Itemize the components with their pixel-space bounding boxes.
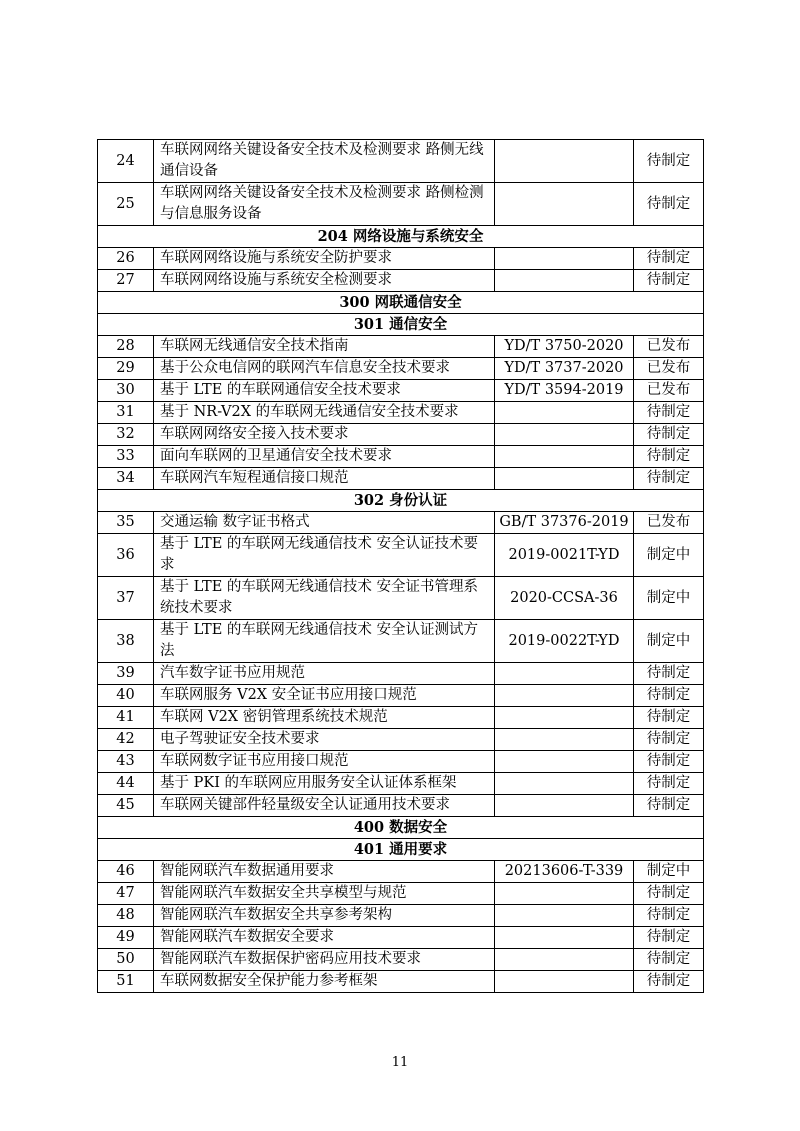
table-row xyxy=(98,663,704,685)
item-number: 30 xyxy=(98,380,154,402)
standard-status: 制定中 xyxy=(634,861,704,883)
standard-name: 电子驾驶证安全技术要求 xyxy=(154,729,495,751)
standard-status: 已发布 xyxy=(634,336,704,358)
standard-status: 待制定 xyxy=(634,949,704,971)
table-row xyxy=(98,905,704,927)
item-number: 28 xyxy=(98,336,154,358)
standard-name: 基于 LTE 的车联网通信安全技术要求 xyxy=(154,380,495,402)
standard-name: 基于 LTE 的车联网无线通信技术 安全证书管理系统技术要求 xyxy=(154,577,495,620)
standard-name: 智能网联汽车数据安全共享参考架构 xyxy=(154,905,495,927)
section-header-row xyxy=(98,292,704,314)
standard-name: 车联网网络安全接入技术要求 xyxy=(154,424,495,446)
standard-name: 车联网数据安全保护能力参考框架 xyxy=(154,971,495,993)
standard-name: 车联网网络设施与系统安全检测要求 xyxy=(154,270,495,292)
item-number: 51 xyxy=(98,971,154,993)
item-number: 25 xyxy=(98,183,154,226)
section-title: 400 数据安全 xyxy=(98,817,704,839)
standard-code: 2019-0021T-YD xyxy=(495,534,634,577)
table-row xyxy=(98,336,704,358)
standard-code: YD/T 3750-2020 xyxy=(495,336,634,358)
table-row xyxy=(98,773,704,795)
standard-status: 待制定 xyxy=(634,468,704,490)
item-number: 36 xyxy=(98,534,154,577)
standard-status: 待制定 xyxy=(634,685,704,707)
item-number: 27 xyxy=(98,270,154,292)
standard-code xyxy=(495,270,634,292)
section-header-row xyxy=(98,817,704,839)
standard-status: 待制定 xyxy=(634,729,704,751)
standard-name: 智能网联汽车数据安全共享模型与规范 xyxy=(154,883,495,905)
table-row xyxy=(98,971,704,993)
standard-status: 已发布 xyxy=(634,380,704,402)
section-title: 302 身份认证 xyxy=(98,490,704,512)
standard-status: 待制定 xyxy=(634,971,704,993)
standard-name: 车联网无线通信安全技术指南 xyxy=(154,336,495,358)
section-title: 300 网联通信安全 xyxy=(98,292,704,314)
standard-name: 交通运输 数字证书格式 xyxy=(154,512,495,534)
standard-code: 20213606-T-339 xyxy=(495,861,634,883)
standard-name: 基于 NR-V2X 的车联网无线通信安全技术要求 xyxy=(154,402,495,424)
table-row xyxy=(98,534,704,577)
item-number: 45 xyxy=(98,795,154,817)
item-number: 31 xyxy=(98,402,154,424)
standard-status: 待制定 xyxy=(634,270,704,292)
standard-status: 制定中 xyxy=(634,577,704,620)
item-number: 46 xyxy=(98,861,154,883)
standard-status: 待制定 xyxy=(634,424,704,446)
table-row xyxy=(98,949,704,971)
standard-status: 制定中 xyxy=(634,534,704,577)
item-number: 42 xyxy=(98,729,154,751)
table-row xyxy=(98,685,704,707)
standard-status: 待制定 xyxy=(634,663,704,685)
section-title: 301 通信安全 xyxy=(98,314,704,336)
section-header-row xyxy=(98,490,704,512)
item-number: 41 xyxy=(98,707,154,729)
item-number: 32 xyxy=(98,424,154,446)
section-header-row xyxy=(98,839,704,861)
standard-code xyxy=(495,905,634,927)
table-row xyxy=(98,861,704,883)
standard-status: 已发布 xyxy=(634,512,704,534)
standard-name: 智能网联汽车数据安全要求 xyxy=(154,927,495,949)
standard-code xyxy=(495,446,634,468)
standard-code xyxy=(495,707,634,729)
standard-status: 待制定 xyxy=(634,751,704,773)
item-number: 40 xyxy=(98,685,154,707)
item-number: 49 xyxy=(98,927,154,949)
table-row xyxy=(98,795,704,817)
standards-table xyxy=(97,139,704,993)
standard-name: 智能网联汽车数据通用要求 xyxy=(154,861,495,883)
standard-code xyxy=(495,795,634,817)
table-row xyxy=(98,140,704,183)
table-row xyxy=(98,512,704,534)
standard-code xyxy=(495,402,634,424)
item-number: 39 xyxy=(98,663,154,685)
standard-status: 待制定 xyxy=(634,883,704,905)
standard-name: 基于公众电信网的联网汽车信息安全技术要求 xyxy=(154,358,495,380)
item-number: 38 xyxy=(98,620,154,663)
standard-status: 待制定 xyxy=(634,773,704,795)
standard-status: 已发布 xyxy=(634,358,704,380)
table-row xyxy=(98,380,704,402)
item-number: 44 xyxy=(98,773,154,795)
standard-code xyxy=(495,140,634,183)
standard-status: 待制定 xyxy=(634,140,704,183)
standard-name: 基于 LTE 的车联网无线通信技术 安全认证测试方法 xyxy=(154,620,495,663)
table-row xyxy=(98,751,704,773)
standard-name: 基于 LTE 的车联网无线通信技术 安全认证技术要求 xyxy=(154,534,495,577)
table-row xyxy=(98,707,704,729)
item-number: 43 xyxy=(98,751,154,773)
table-row xyxy=(98,883,704,905)
standard-code: GB/T 37376-2019 xyxy=(495,512,634,534)
standard-code xyxy=(495,248,634,270)
standard-name: 汽车数字证书应用规范 xyxy=(154,663,495,685)
standard-code: 2019-0022T-YD xyxy=(495,620,634,663)
standard-code xyxy=(495,773,634,795)
item-number: 24 xyxy=(98,140,154,183)
standard-status: 待制定 xyxy=(634,707,704,729)
table-row xyxy=(98,270,704,292)
item-number: 29 xyxy=(98,358,154,380)
page-number: 11 xyxy=(391,1055,409,1070)
item-number: 35 xyxy=(98,512,154,534)
standard-name: 车联网 V2X 密钥管理系统技术规范 xyxy=(154,707,495,729)
item-number: 47 xyxy=(98,883,154,905)
standard-name: 车联网关键部件轻量级安全认证通用技术要求 xyxy=(154,795,495,817)
standard-code xyxy=(495,424,634,446)
section-header-row xyxy=(98,314,704,336)
standard-name: 车联网数字证书应用接口规范 xyxy=(154,751,495,773)
standards-table-container xyxy=(97,139,703,993)
standard-name: 智能网联汽车数据保护密码应用技术要求 xyxy=(154,949,495,971)
table-row xyxy=(98,248,704,270)
table-row xyxy=(98,927,704,949)
standard-status: 待制定 xyxy=(634,248,704,270)
table-row xyxy=(98,402,704,424)
standard-status: 待制定 xyxy=(634,402,704,424)
standard-code xyxy=(495,883,634,905)
standard-status: 待制定 xyxy=(634,446,704,468)
section-header-row xyxy=(98,226,704,248)
section-title: 401 通用要求 xyxy=(98,839,704,861)
standard-code xyxy=(495,663,634,685)
standard-name: 基于 PKI 的车联网应用服务安全认证体系框架 xyxy=(154,773,495,795)
standard-code: 2020-CCSA-36 xyxy=(495,577,634,620)
standard-code xyxy=(495,751,634,773)
table-row xyxy=(98,577,704,620)
standard-name: 车联网汽车短程通信接口规范 xyxy=(154,468,495,490)
item-number: 33 xyxy=(98,446,154,468)
standard-status: 制定中 xyxy=(634,620,704,663)
item-number: 34 xyxy=(98,468,154,490)
item-number: 37 xyxy=(98,577,154,620)
item-number: 50 xyxy=(98,949,154,971)
table-row xyxy=(98,358,704,380)
standard-status: 待制定 xyxy=(634,927,704,949)
table-row xyxy=(98,468,704,490)
standard-code xyxy=(495,729,634,751)
standard-status: 待制定 xyxy=(634,795,704,817)
table-row xyxy=(98,729,704,751)
standard-status: 待制定 xyxy=(634,183,704,226)
standard-code xyxy=(495,685,634,707)
table-row xyxy=(98,620,704,663)
standard-name: 车联网网络关键设备安全技术及检测要求 路侧无线通信设备 xyxy=(154,140,495,183)
standard-code xyxy=(495,183,634,226)
standard-name: 车联网网络关键设备安全技术及检测要求 路侧检测与信息服务设备 xyxy=(154,183,495,226)
table-row xyxy=(98,424,704,446)
standard-code xyxy=(495,927,634,949)
item-number: 48 xyxy=(98,905,154,927)
table-row xyxy=(98,183,704,226)
standard-name: 面向车联网的卫星通信安全技术要求 xyxy=(154,446,495,468)
standards-table-body xyxy=(98,140,704,993)
standard-name: 车联网网络设施与系统安全防护要求 xyxy=(154,248,495,270)
table-row xyxy=(98,446,704,468)
standard-status: 待制定 xyxy=(634,905,704,927)
standard-code xyxy=(495,949,634,971)
standard-code: YD/T 3594-2019 xyxy=(495,380,634,402)
item-number: 26 xyxy=(98,248,154,270)
standard-code xyxy=(495,971,634,993)
standard-name: 车联网服务 V2X 安全证书应用接口规范 xyxy=(154,685,495,707)
standard-code xyxy=(495,468,634,490)
section-title: 204 网络设施与系统安全 xyxy=(98,226,704,248)
standard-code: YD/T 3737-2020 xyxy=(495,358,634,380)
